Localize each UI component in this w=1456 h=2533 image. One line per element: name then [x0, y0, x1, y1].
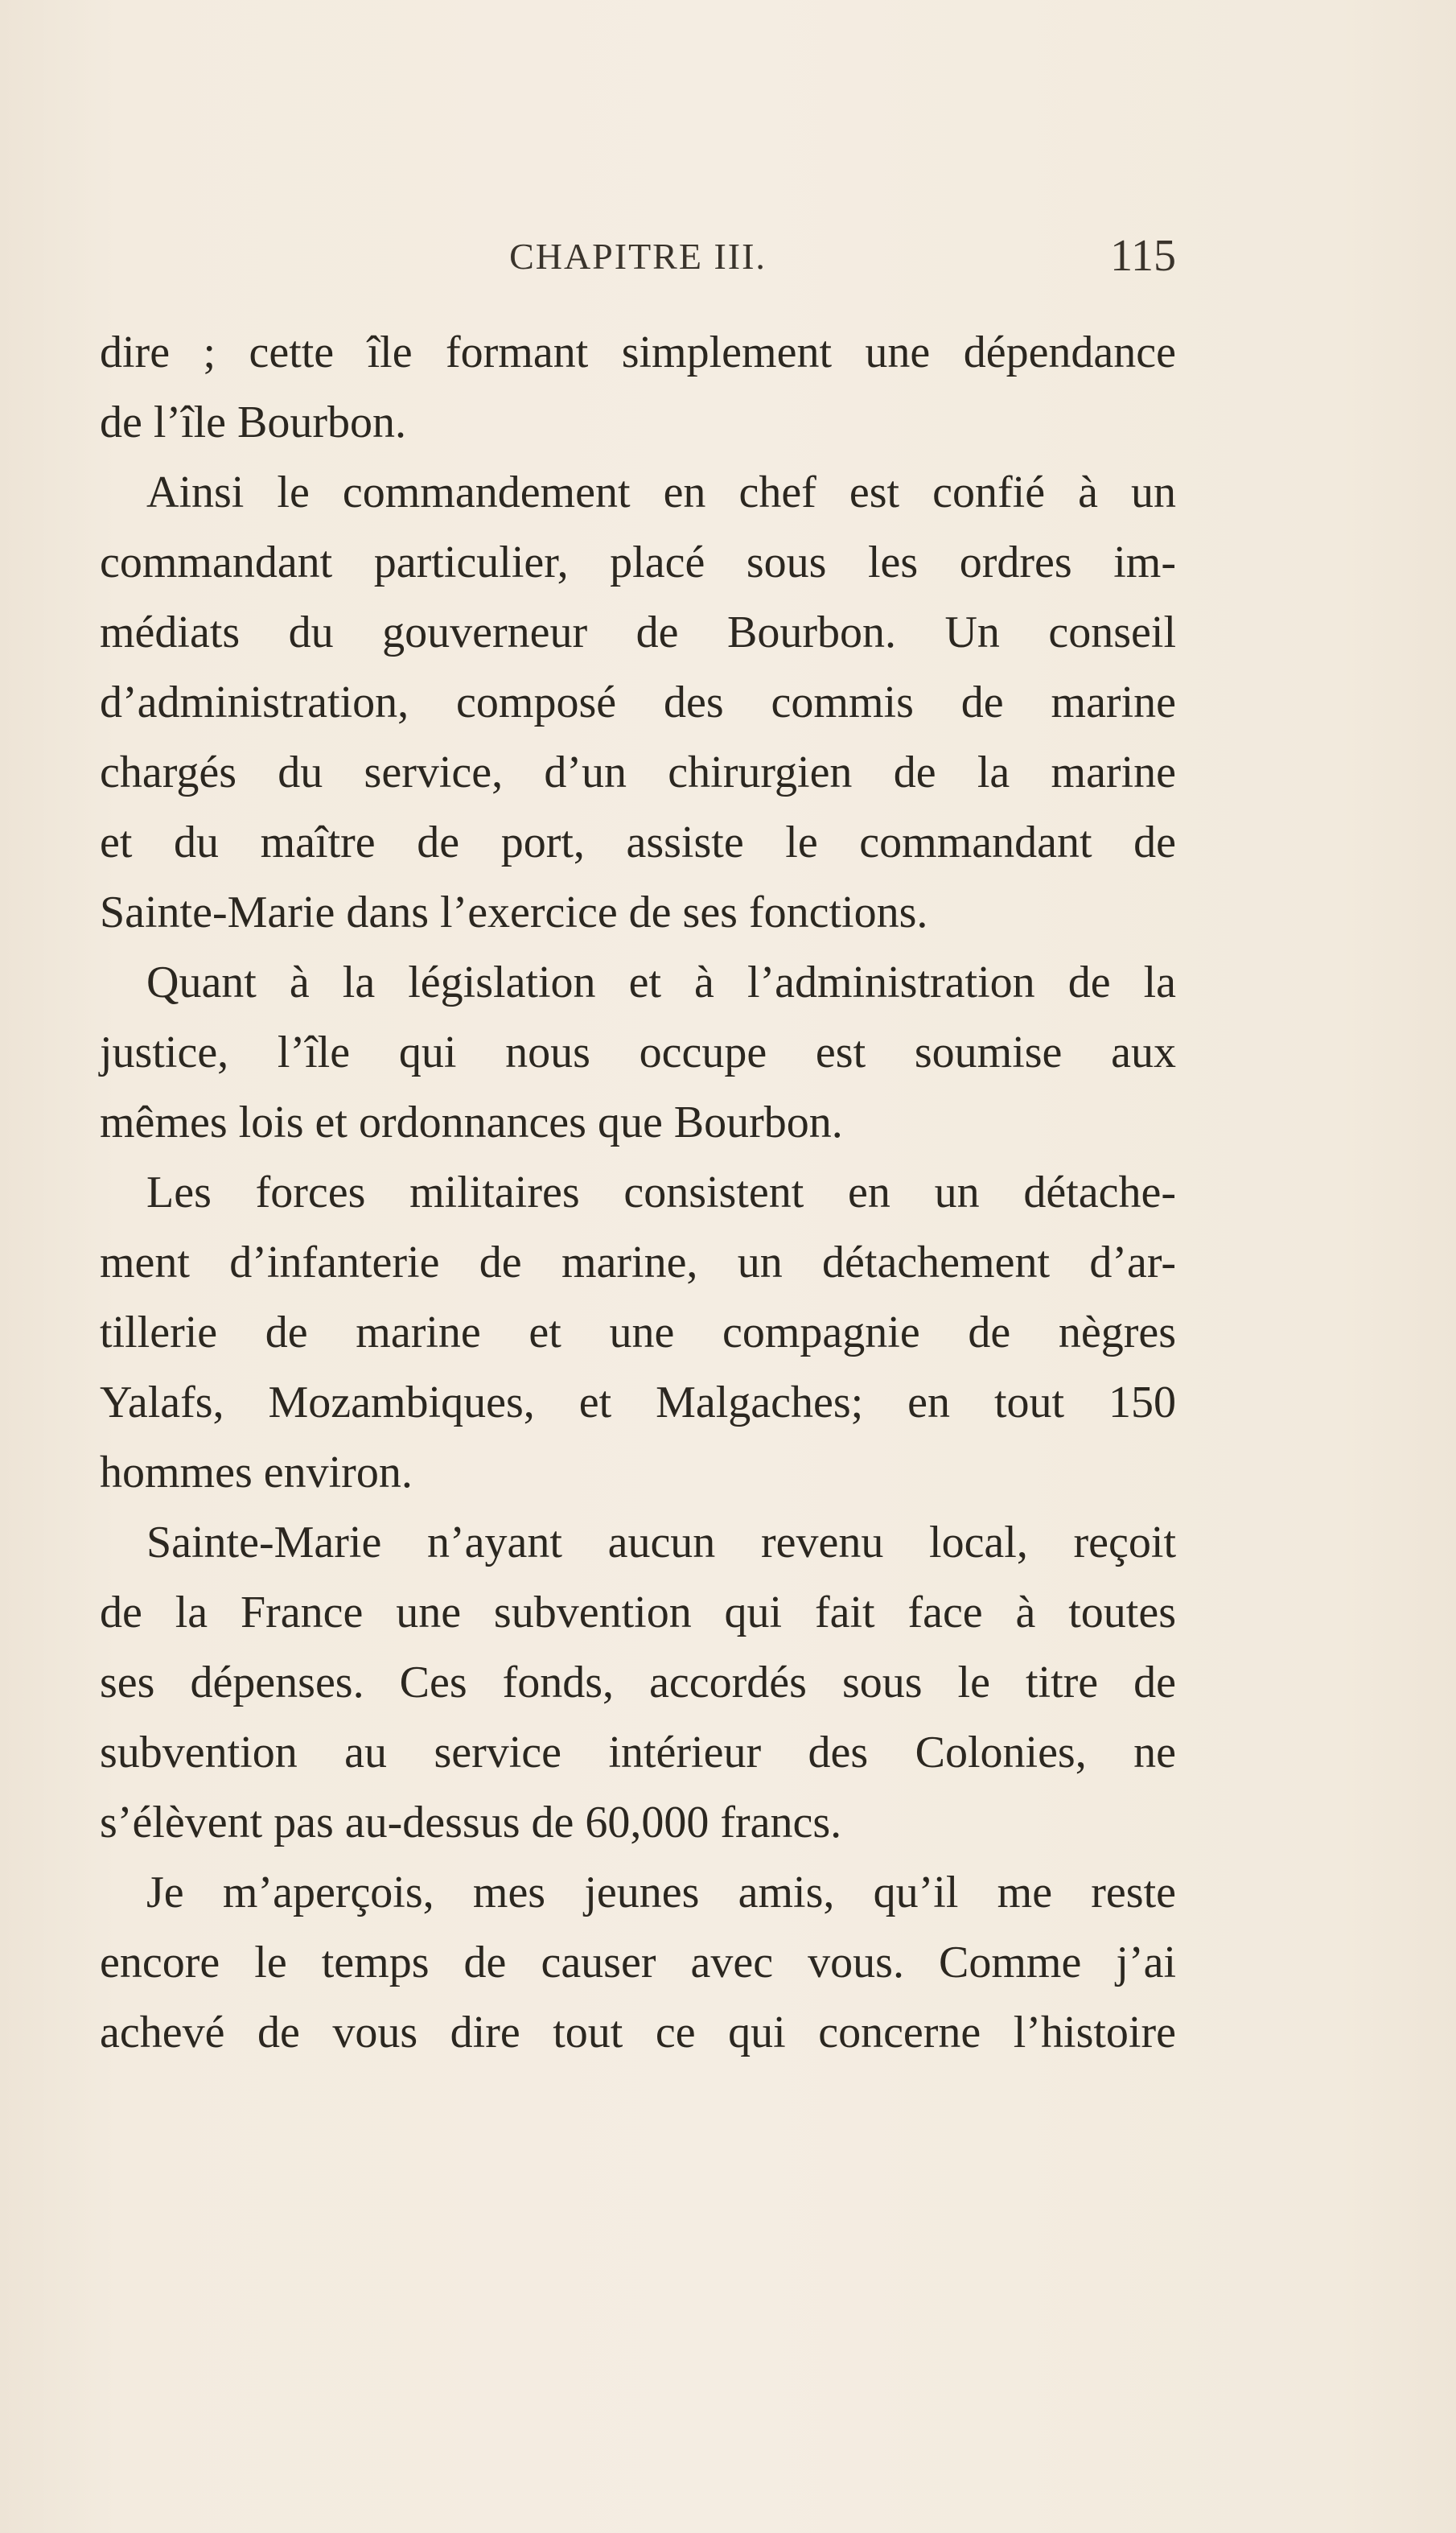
text-line: justice, l’île qui nous occupe est soumise aux [100, 1028, 1176, 1077]
text-line: dire ; cette île formant simplement une dépendance [100, 327, 1176, 377]
text-line: Ainsi le commandement en chef est confié à un [146, 467, 1176, 517]
text-line: commandant particulier, placé sous les ordres im- [100, 537, 1176, 587]
text-line: ment d’infanterie de marine, un détachement d’ar- [100, 1238, 1176, 1287]
text-line: mêmes lois et ordonnances que Bourbon. [100, 1098, 843, 1147]
text-line: Sainte-Marie n’ayant aucun revenu local, reçoit [146, 1518, 1176, 1567]
text-line: Les forces militaires consistent en un détache- [146, 1168, 1176, 1217]
text-line: et du maître de port, assiste le commandant de [100, 818, 1176, 867]
text-line: achevé de vous dire tout ce qui concerne l’histoire [100, 2008, 1176, 2057]
text-line: subvention au service intérieur des Colonies, ne [100, 1728, 1176, 1777]
text-line: de la France une subvention qui fait face à toutes [100, 1588, 1176, 1637]
text-line: Je m’aperçois, mes jeunes amis, qu’il me reste [146, 1868, 1176, 1917]
page-number: 115 [1110, 231, 1176, 281]
text-line: encore le temps de causer avec vous. Comme j’ai [100, 1938, 1176, 1987]
body-text [100, 318, 1176, 2068]
text-line: d’administration, composé des commis de marine [100, 678, 1176, 727]
text-line: ses dépenses. Ces fonds, accordés sous le titre de [100, 1658, 1176, 1707]
text-line: de l’île Bourbon. [100, 397, 407, 447]
text-line: hommes environ. [100, 1448, 413, 1497]
text-line: médiats du gouverneur de Bourbon. Un conseil [100, 608, 1176, 657]
running-head [100, 231, 1176, 291]
text-line: Yalafs, Mozambiques, et Malgaches; en tout 150 [100, 1378, 1176, 1427]
text-line: tillerie de marine et une compagnie de nègres [100, 1308, 1176, 1357]
text-line: chargés du service, d’un chirurgien de la marine [100, 748, 1176, 797]
text-line: s’élèvent pas au-dessus de 60,000 francs. [100, 1798, 842, 1847]
text-line: Quant à la législation et à l’administration de la [146, 958, 1176, 1007]
text-line: Sainte-Marie dans l’exercice de ses fonctions. [100, 888, 928, 937]
chapter-title: CHAPITRE III. [509, 236, 767, 277]
